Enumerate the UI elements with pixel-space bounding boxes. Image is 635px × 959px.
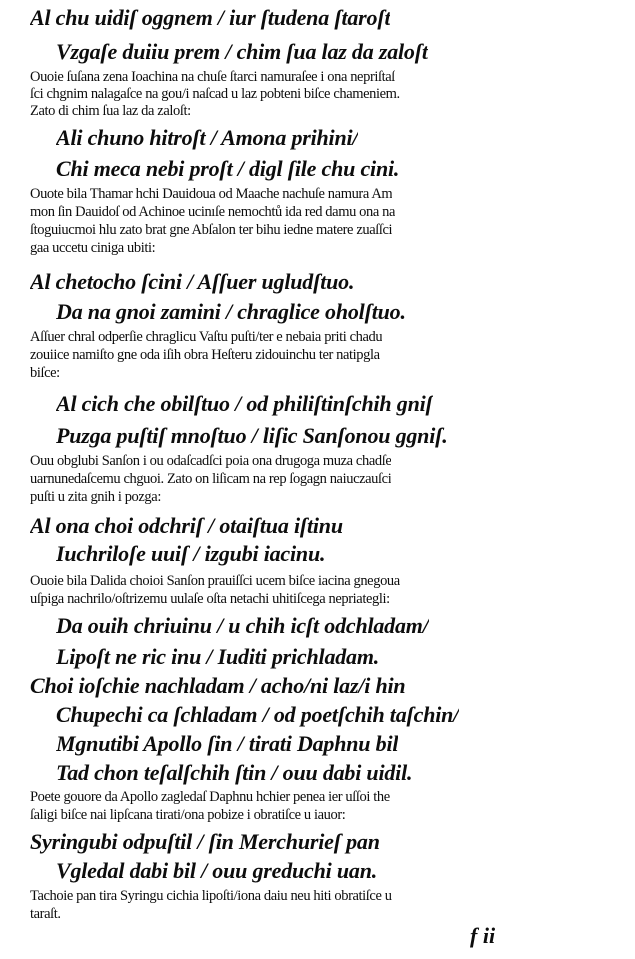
verse-line: Vgledal dabi bil / ouu greduchi uan. bbox=[56, 858, 378, 883]
verse-line: Da ouih chriuinu / u chih icſt odchladam/ bbox=[56, 613, 429, 638]
verse-line: Iuchriloſe uuiſ / izgubi iacinu. bbox=[56, 541, 326, 566]
verse-line: Chi meca nebi proſt / digl ſile chu cini. bbox=[56, 156, 400, 181]
prose-line: ſci chgnim nalagaſce na gou/i naſcad u laz pobteni biſce chameniem. bbox=[30, 86, 400, 102]
verse-line: Al ona choi odchriſ / otaiſtua iſtinu bbox=[30, 513, 343, 538]
verse-line: Chupechi ca ſchladam / od poetſchih taſchin/ bbox=[56, 702, 460, 727]
verse-line: Lipoſt ne ric inu / Iuditi prichladam. bbox=[56, 644, 380, 669]
prose-line: gaa uccetu ciniga ubiti: bbox=[30, 240, 156, 256]
verse-line: Puzga puſtiſ mnoſtuo / liſic Sanſonou ggniſ. bbox=[56, 423, 448, 448]
prose-line: Tachoie pan tira Syringu cichia lipoſti/iona daiu neu hiti obratiſce u bbox=[30, 888, 392, 904]
verse-line: Al chu uidiſ oggnem / iur ſtudena ſtaroſt bbox=[30, 5, 391, 30]
verse-line: Mgnutibi Apollo ſin / tirati Daphnu bil bbox=[56, 731, 399, 756]
verse-line: Al chetocho ſcini / Aſſuer ugludſtuo. bbox=[30, 269, 355, 294]
verse-line: Da na gnoi zamini / chraglice oholſtuo. bbox=[56, 299, 406, 324]
prose-line: biſce: bbox=[30, 365, 60, 381]
prose-line: puſti u zita gnih i pozga: bbox=[30, 489, 161, 505]
prose-line: uſpiga nachrilo/oſtrizemu uulaſe oſta netachi uhitiſcega nepriategli: bbox=[30, 591, 390, 607]
prose-line: zouiice namiſto gne oda iſih obra Heſteru zidouinchu ter natipgla bbox=[30, 347, 380, 363]
prose-line: Poete gouore da Apollo zagledaſ Daphnu hchier penea ier uſſoi the bbox=[30, 789, 390, 805]
prose-line: Aſſuer chral odperſie chraglicu Vaſtu puſti/ter e nebaia priti chadu bbox=[30, 329, 383, 345]
verse-line: Choi ioſchie nachladam / acho/ni laz/i hin bbox=[30, 673, 406, 698]
prose-line: Ouoie ſuſana zena Ioachina na chuſe ſtarci namuraſee i ona nepriſtaſ bbox=[30, 69, 395, 85]
prose-line: ſaligi biſce nai lipſcana tirati/ona pobize i obratiſce u iauor: bbox=[30, 807, 346, 823]
verse-line: Ali chuno hitroſt / Amona prihini/ bbox=[56, 125, 359, 150]
prose-line: Ouoie bila Dalida choioi Sanſon prauiſſci ucem biſce iacina gnegoua bbox=[30, 573, 400, 589]
verse-line: Al cich che obilſtuo / od philiſtinſchih gniſ bbox=[56, 391, 433, 416]
verse-line: Vzgaſe duiiu prem / chim ſua laz da zaloſt bbox=[56, 39, 428, 64]
prose-line: taraſt. bbox=[30, 906, 61, 922]
prose-line: Zato di chim ſua laz da zaloſt: bbox=[30, 103, 191, 119]
prose-line: uarnunedaſcemu chguoi. Zato on liſicam na rep ſogagn naiuczauſci bbox=[30, 471, 392, 487]
prose-line: Ouu obglubi Sanſon i ou odaſcadſci poia ona drugoga muza chadſe bbox=[30, 453, 392, 469]
prose-line: ſtoguiucmoi hlu zato brat gne Abſalon ter bihu iedne matere zuaſſci bbox=[30, 222, 393, 238]
verse-line: Syringubi odpuſtil / ſin Merchurieſ pan bbox=[30, 829, 380, 854]
prose-line: mon ſin Dauidoſ od Achinoe ucinıſe nemochtů ida red damu ona na bbox=[30, 204, 395, 220]
prose-line: Ouote bila Thamar hchi Dauidoua od Maache nachuſe namura Am bbox=[30, 186, 393, 202]
signature-mark: f ii bbox=[470, 923, 496, 948]
verse-line: Tad chon teſalſchih ſtin / ouu dabi uidil. bbox=[56, 760, 413, 785]
